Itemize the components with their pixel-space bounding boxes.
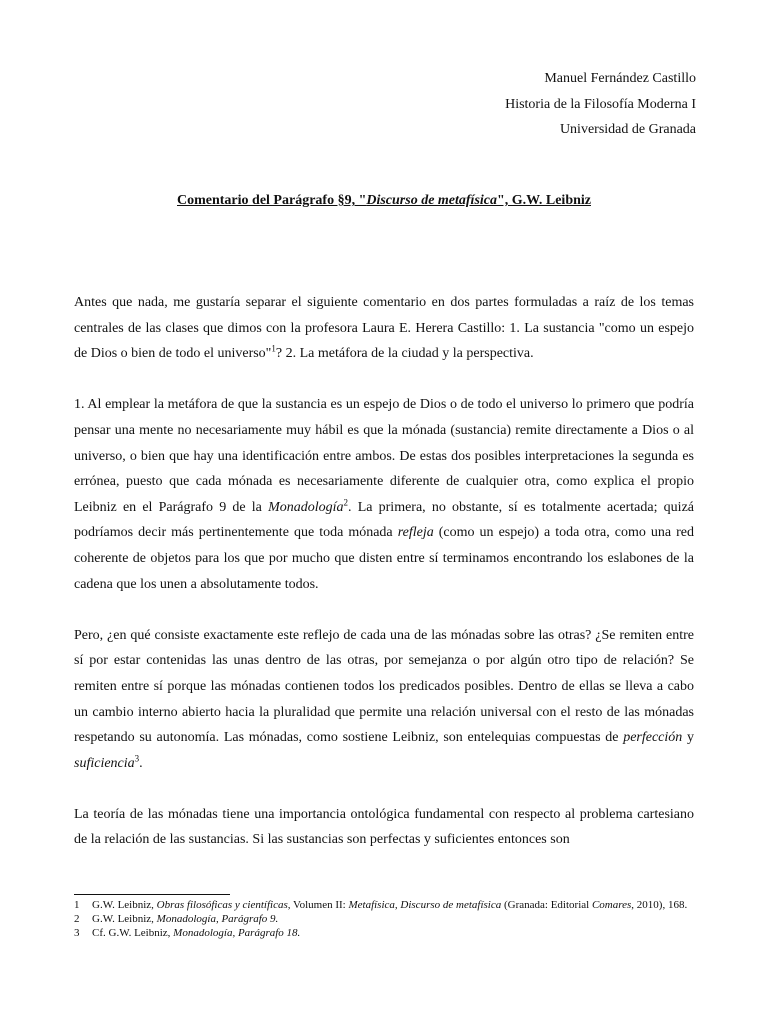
footnote-ref-2[interactable]: 2	[343, 497, 349, 508]
author-header	[505, 66, 696, 143]
footnote-italic: Comares	[591, 899, 632, 911]
footnote-text	[92, 898, 694, 912]
italic-text: suficiencia	[74, 755, 135, 771]
paragraph-text: La teoría de las mónadas tiene una importancia ontológica fundamental con respecto al problema cartesiano de la relación de las sustancias. Si las sustancias son perfectas y suficientes entonces son	[74, 806, 694, 848]
paragraph-text: (como un espejo) a toda otra, como una red coherente de objetos para los que por mucho que disten entre sí terminamos encontrando los eslabones de la cadena que los unen a absolutamente todos.	[74, 525, 694, 592]
title-suffix: ", G.W. Leibniz	[497, 193, 591, 208]
italic-text: perfección	[623, 730, 683, 746]
paragraph-text: 1. Al emplear la metáfora de que la sustancia es un espejo de Dios o de todo el universo lo primero que podría pensar una mente no necesariamente muy hábil es que la mónada (sustancia) remite directamente a Dios o al universo, o bien que hay una identificación entre ambos. De estas dos posibles interpretaciones la segunda es errónea, puesto que cada mónada es necesariamente diferente de cualquier otra, como explica el propio Leibniz en el Parágrafo 9 de la	[74, 397, 694, 515]
paragraph-text: Antes que nada, me gustaría separar el siguiente comentario en dos partes formuladas a raíz de los temas centrales de las clases que dimos con la profesora Laura E. Herera Castillo: 1. La sustancia "como un espejo de Dios o bien de todo el universo"	[74, 295, 694, 362]
footnote-number: 2	[74, 913, 80, 925]
title-work: Discurso de metafísica	[366, 193, 497, 208]
footnotes	[74, 898, 694, 940]
document-title	[74, 193, 694, 209]
paragraph-intro	[74, 290, 694, 367]
footnote-ref-1[interactable]: 1	[271, 343, 276, 354]
footnote-1	[74, 898, 694, 912]
footnote-segment: (Granada: Editorial	[501, 899, 592, 911]
author-name: Manuel Fernández Castillo	[544, 71, 696, 86]
italic-text: Monadología	[268, 499, 344, 515]
document-body	[74, 290, 694, 853]
footnote-italic: Monadología, Parágrafo 9.	[156, 913, 279, 925]
footnote-segment: Cf. G.W. Leibniz,	[92, 927, 174, 939]
footnote-3	[74, 926, 694, 940]
footnote-italic: Monadología, Parágrafo 18.	[173, 927, 301, 939]
italic-text: refleja	[397, 525, 434, 541]
paragraph-mirror	[74, 392, 694, 597]
paragraph-text: Pero, ¿en qué consiste exactamente este reflejo de cada una de las mónadas sobre las otras? ¿Se remiten entre sí por estar contenidas las unas dentro de las otras, por semejanza o por algún otro tipo de relación? Se remiten entre sí porque las mónadas contienen todos los predicados posibles. Dentro de ellas se lleva a cabo un cambio interno abierto hacia la pluralidad que permite una relación universal con el resto de las mónadas respetando su autonomía. Las mónadas, como sostiene Leibniz, son entelequias compuestas de	[74, 627, 694, 746]
paragraph-reflection	[74, 623, 694, 777]
paragraph-text: ? 2. La metáfora de la ciudad y la perspectiva.	[275, 346, 534, 362]
footnote-italic: Metafísica, Discurso de metafísica	[348, 899, 502, 911]
footnote-2	[74, 912, 694, 926]
footnote-segment: , 2010), 168.	[631, 899, 688, 911]
footnote-segment: G.W. Leibniz,	[92, 899, 157, 911]
footnote-number: 3	[74, 927, 80, 939]
footnote-separator	[74, 894, 230, 895]
paragraph-ontology	[74, 802, 694, 853]
footnote-ref-3[interactable]: 3	[134, 753, 140, 764]
university-name: Universidad de Granada	[559, 122, 696, 137]
paragraph-text: . La primera, no obstante, sí es totalmente acertada; quizá podríamos decir más pertinentemente que toda mónada	[74, 499, 694, 541]
paragraph-text: y	[682, 730, 694, 746]
footnote-segment: Volumen II:	[290, 899, 349, 911]
footnote-segment: G.W. Leibniz,	[92, 913, 157, 925]
course-name: Historia de la Filosofía Moderna I	[505, 96, 696, 112]
title-prefix: Comentario del Parágrafo §9, "	[177, 193, 367, 208]
footnote-number: 1	[74, 899, 80, 911]
paragraph-text: .	[139, 755, 143, 771]
footnote-text	[92, 912, 694, 926]
footnote-text	[92, 926, 694, 940]
footnote-italic: Obras filosóficas y científicas,	[156, 899, 291, 911]
